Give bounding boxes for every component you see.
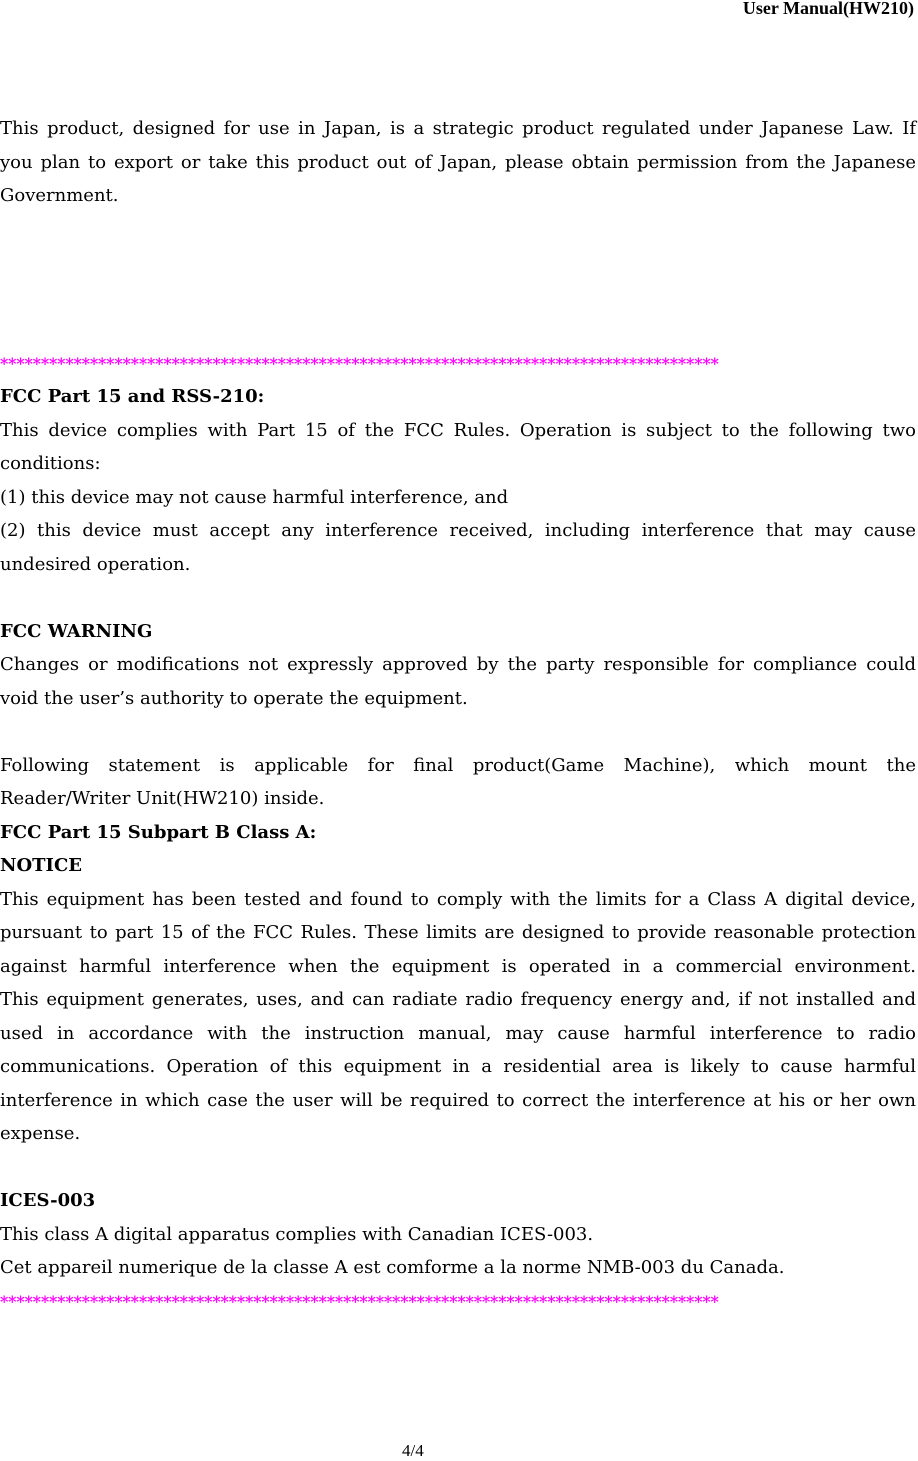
text-line: Government. xyxy=(0,185,119,206)
text-line: Reader/Writer Unit(HW210) inside. xyxy=(0,788,325,809)
text-line: This device complies with Part 15 of the FCC Rules. Operation is subject to the following two xyxy=(0,419,916,441)
text-line: Cet appareil numerique de la classe A est comforme a la norme NMB-003 du Canada. xyxy=(0,1257,785,1278)
text-line: pursuant to part 15 of the FCC Rules. These limits are designed to provide reasonable protection xyxy=(0,922,916,943)
section-heading-fcc-part15: FCC Part 15 and RSS-210: xyxy=(0,386,265,407)
text-line: This equipment has been tested and found to comply with the limits for a Class A digital device, xyxy=(0,888,916,910)
text-line: This class A digital apparatus complies with Canadian ICES-003. xyxy=(0,1223,594,1245)
text-line: expense. xyxy=(0,1123,81,1144)
separator-top: **************************************************************************************** xyxy=(0,353,719,373)
separator-bottom: **************************************************************************************** xyxy=(0,1291,719,1311)
text-line: you plan to export or take this product out of Japan, please obtain permission from the Japanese xyxy=(0,151,916,173)
text-line: against harmful interference when the equipment is operated in a commercial environment. xyxy=(0,955,916,977)
text-line: interference in which case the user will be required to correct the interference at his or her own xyxy=(0,1089,916,1111)
text-line: conditions: xyxy=(0,453,101,474)
section-heading-class-a: FCC Part 15 Subpart B Class A: xyxy=(0,821,317,843)
text-line: used in accordance with the instruction manual, may cause harmful interference to radio xyxy=(0,1022,916,1044)
document-body xyxy=(0,112,916,1318)
page-header: User Manual(HW210) xyxy=(742,0,914,18)
text-line: This product, designed for use in Japan, is a strategic product regulated under Japanese Law. If xyxy=(0,118,916,139)
page-number: 4/4 xyxy=(402,1441,424,1460)
text-line: Changes or modifications not expressly approved by the party responsible for compliance could xyxy=(0,654,916,675)
text-line: (1) this device may not cause harmful interference, and xyxy=(0,486,509,508)
export-notice xyxy=(0,112,916,213)
section-heading-ices: ICES-003 xyxy=(0,1190,96,1211)
text-line: (2) this device must accept any interference received, including interference that may cause xyxy=(0,520,916,541)
notice-heading: NOTICE xyxy=(0,855,82,876)
text-line: undesired operation. xyxy=(0,553,191,575)
text-line: communications. Operation of this equipment in a residential area is likely to cause harmful xyxy=(0,1056,916,1077)
text-line: Following statement is applicable for final product(Game Machine), which mount the xyxy=(0,754,916,776)
text-line: void the user’s authority to operate the equipment. xyxy=(0,687,468,709)
section-heading-fcc-warning: FCC WARNING xyxy=(0,620,153,642)
text-line: This equipment generates, uses, and can radiate radio frequency energy and, if not installed and xyxy=(0,989,916,1010)
